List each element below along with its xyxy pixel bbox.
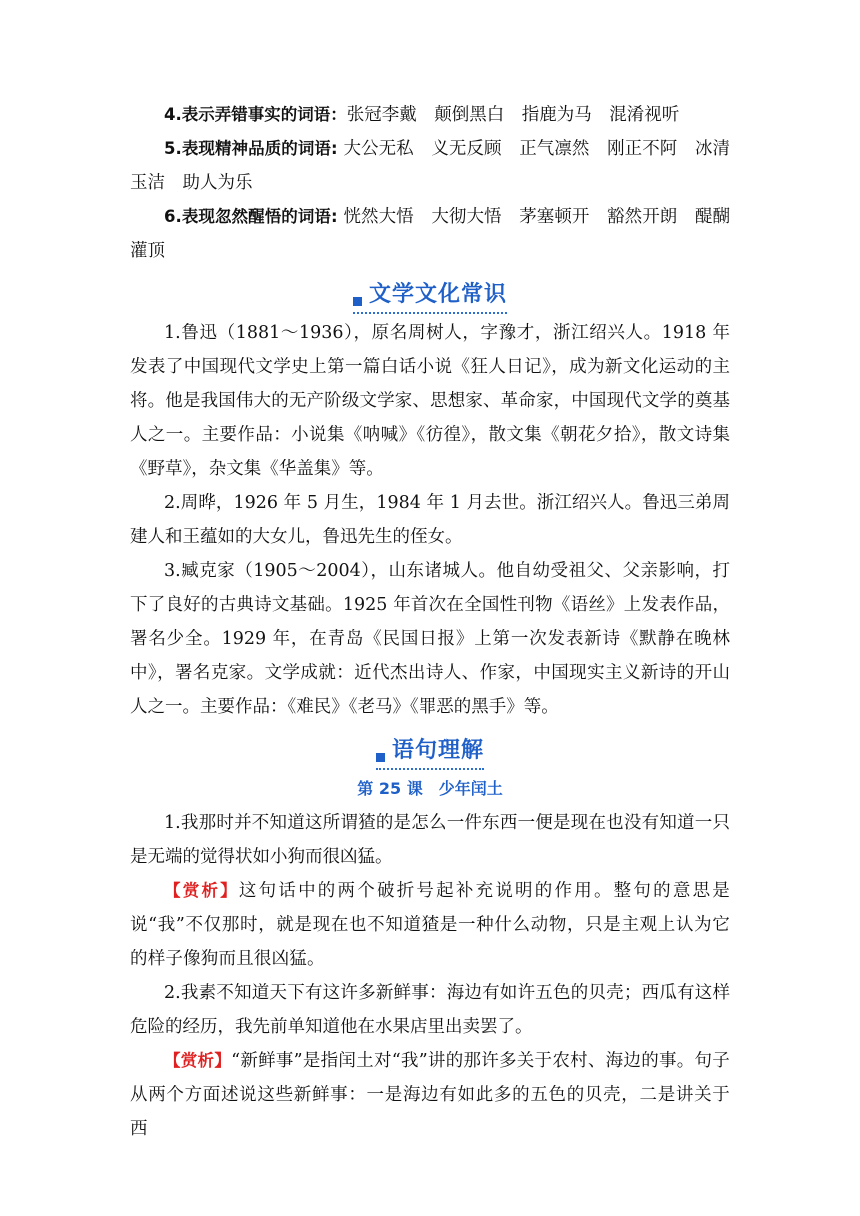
lesson-title: 第 25 课 少年闰土 [357, 779, 503, 798]
document-page [130, 98, 730, 1146]
square-bullet-icon [376, 753, 385, 762]
paragraph: 3.臧克家（1905～2004），山东诸城人。他自幼受祖父、父亲影响，打下了良好的古典诗文基础。1925 年首次在全国性刊物《语丝》上发表作品，署名少全。1929 年，在青岛《民国日报》上第一次发表新诗《默静在晚林中》，署名克家。文学成就：近代杰出诗人、作家，中国现实主义新诗的开山人之一。主要作品：《难民》《老马》《罪恶的黑手》等。 [130, 561, 730, 717]
analysis [130, 1044, 730, 1146]
section-heading-sentences [130, 726, 730, 770]
analysis-text: 这句话中的两个破折号起补充说明的作用。整句的意思是说“我”不仅那时，就是现在也不知道猹是一种什么动物，只是主观上认为它的样子像狗而且很凶猛。 [130, 881, 730, 969]
sentence-item [130, 806, 730, 976]
paragraph: 1.鲁迅（1881～1936），原名周树人，字豫才，浙江绍兴人。1918 年发表了中国现代文学史上第一篇白话小说《狂人日记》，成为新文化运动的主将。他是我国伟大的无产阶级文学家、思想家、革命家，中国现代文学的奠基人之一。主要作品：小说集《呐喊》《彷徨》，散文集《朝花夕拾》，散文诗集《野草》，杂文集《华盖集》等。 [130, 323, 730, 479]
vocab-list [130, 98, 730, 268]
analysis [130, 874, 730, 976]
analysis-tag: 【赏析】 [164, 881, 239, 900]
section-heading-literature [130, 270, 730, 314]
vocab-words: 大公无私 义无反顾 正气凛然 刚正不阿 冰清玉洁 助人为乐 [130, 139, 731, 193]
analysis-text: “新鲜事”是指闰土对“我”讲的那许多关于农村、海边的事。句子从两个方面述说这些新鲜事：一是海边有如此多的五色的贝壳，二是讲关于西 [130, 1051, 730, 1139]
analysis-tag: 【赏析】 [164, 1051, 232, 1070]
vocab-label: 5.表现精神品质的词语 [164, 139, 332, 158]
section-title: 文学文化常识 [368, 282, 507, 307]
vocab-label: 6.表现忽然醒悟的词语 [164, 207, 332, 226]
sentence-text: 2.我素不知道天下有这许多新鲜事：海边有如许五色的贝壳；西瓜有这样危险的经历，我先前单知道他在水果店里出卖罢了。 [130, 983, 730, 1037]
sentence-text: 1.我那时并不知道这所谓猹的是怎么一件东西一便是现在也没有知道一只是无端的觉得状如小狗而很凶猛。 [130, 813, 730, 867]
section-title: 语句理解 [391, 738, 484, 763]
paragraph: 2.周晔，1926 年 5 月生，1984 年 1 月去世。浙江绍兴人。鲁迅三弟周建人和王蕴如的大女儿，鲁迅先生的侄女。 [130, 493, 730, 547]
vocab-words: 恍然大悟 大彻大悟 茅塞顿开 豁然开朗 醍醐灌顶 [130, 207, 731, 261]
vocab-item: 4.表示弄错事实的词语：张冠李戴 颠倒黑白 指鹿为马 混淆视听 [164, 105, 680, 125]
vocab-item: 6.表现忽然醒悟的词语: 恍然大悟 大彻大悟 茅塞顿开 豁然开朗 醍醐灌顶 [130, 207, 731, 261]
sentence-item [130, 976, 730, 1146]
vocab-label: 4.表示弄错事实的词语 [164, 105, 331, 124]
literature-section [130, 316, 730, 724]
vocab-item: 5.表现精神品质的词语: 大公无私 义无反顾 正气凛然 刚正不阿 冰清玉洁 助人为乐 [130, 139, 731, 193]
square-bullet-icon [353, 297, 362, 306]
vocab-words: 张冠李戴 颠倒黑白 指鹿为马 混淆视听 [346, 105, 680, 125]
